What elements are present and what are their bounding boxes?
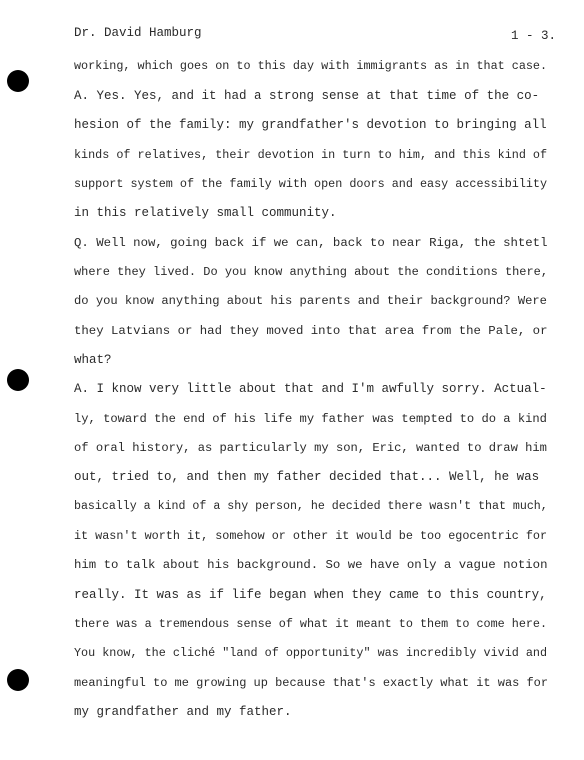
body-line: where they lived. Do you know anything about the conditions there, <box>74 265 549 279</box>
body-line: they Latvians or had they moved into that area from the Pale, or <box>74 324 548 338</box>
body-line: really. It was as if life began when they came to this country, <box>74 588 547 602</box>
body-line: there was a tremendous sense of what it meant to them to come here. <box>74 617 548 631</box>
body-line: him to talk about his background. So we have only a vague notion <box>74 558 548 572</box>
body-line: out, tried to, and then my father decided that... Well, he was <box>74 470 540 484</box>
header-page-number: 1 - 3. <box>511 29 557 43</box>
body-line: kinds of relatives, their devotion in turn to him, and this kind of <box>74 148 548 162</box>
body-line: A. I know very little about that and I'm awfully sorry. Actual- <box>74 382 547 396</box>
body-line: it wasn't worth it, somehow or other it would be too egocentric for <box>74 529 548 543</box>
header-interviewee-name: Dr. David Hamburg <box>74 26 202 40</box>
body-line: working, which goes on to this day with immigrants as in that case. <box>74 59 548 73</box>
body-line: my grandfather and my father. <box>74 705 292 719</box>
body-line: You know, the cliché "land of opportunity" was incredibly vivid and <box>74 646 548 660</box>
body-line: in this relatively small community. <box>74 206 337 220</box>
body-line: Q. Well now, going back if we can, back to near Riga, the shtetl <box>74 236 548 250</box>
body-line: hesion of the family: my grandfather's devotion to bringing all <box>74 118 547 132</box>
body-line: meaningful to me growing up because that's exactly what it was for <box>74 676 549 690</box>
body-line: support system of the family with open doors and easy accessibility <box>74 177 548 191</box>
punch-hole <box>7 369 29 391</box>
punch-hole <box>7 669 29 691</box>
body-line: ly, toward the end of his life my father was tempted to do a kind <box>74 412 547 426</box>
punch-hole <box>7 70 29 92</box>
body-line: do you know anything about his parents and their background? Were <box>74 294 547 308</box>
body-line: of oral history, as particularly my son, Eric, wanted to draw him <box>74 441 547 455</box>
body-line: what? <box>74 353 112 367</box>
body-line: basically a kind of a shy person, he decided there wasn't that much, <box>74 500 548 513</box>
body-line: A. Yes. Yes, and it had a strong sense at that time of the co- <box>74 89 540 103</box>
